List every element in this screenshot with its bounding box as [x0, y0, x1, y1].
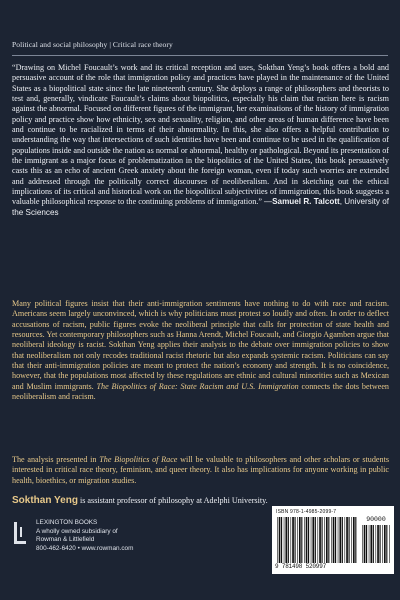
publisher-line3: Rowman & Littlefield [36, 536, 95, 544]
publisher-line2: A wholly owned subsidiary of [36, 527, 118, 535]
audience-text: The analysis presented in [12, 455, 100, 464]
barcode-bar [308, 517, 309, 563]
publisher-contact: 800-462-6420 • www.rowman.com [36, 544, 134, 552]
barcode-bar [279, 517, 281, 563]
barcode-bar [366, 525, 367, 563]
book-description [12, 299, 389, 402]
barcode-bar [351, 517, 352, 563]
review-quote [12, 63, 389, 218]
barcode-bar [369, 525, 370, 563]
barcode-bar [345, 517, 346, 563]
barcode-bars [277, 517, 357, 563]
description-text: Many political figures insist that their anti-immigration sentiments have nothing to do with race and racism. Americans seem largely unconvinced, which is why politicians must protest so loudly and often. In order to deflect accusations of racism, public figures evoke the neoliberal principle that calls for protection of state health and resources. Yet contemporary philosophers such as Hanna Arendt, Michel Foucault, and Giorgio Agamben argue that neoliberal ideology is racist. Sokthan Yeng applies their analysis to the debate over immigration policies to show that neoliberalism not only recodes traditional racist rhetoric but also expands systemic racism. Politicians can say that their anti-immigration policies are meant to protect the nation’s economy and strength. It is no coincidence, however, that the populations most affected by these regulations are ethnic and cultural minorities such as Mexican and Muslim immigrants. [12, 299, 389, 391]
author-bio [12, 495, 389, 506]
isbn-barcode [272, 506, 394, 574]
barcode-bar [312, 517, 314, 563]
publisher-name: LEXINGTON BOOKS [36, 519, 98, 526]
isbn-text: ISBN 978-1-4985-2099-7 [276, 509, 337, 515]
reviewer-name: Samuel R. Talcott [272, 197, 340, 207]
barcode-bar [362, 525, 363, 563]
barcode-bar [339, 517, 341, 563]
barcode-bar [318, 517, 319, 563]
barcode-bar [384, 525, 386, 563]
barcode-bar [288, 517, 289, 563]
barcode-bar [324, 517, 325, 563]
barcode-bar [355, 517, 356, 563]
barcode-digits: 9 781498 520997 [275, 563, 327, 570]
audience-text-end: will be valuable to philosophers and other scholars or students interested in critical race theory, feminism, and queer theory. It also has implications for anyone working in public health, bioethics, or migration studies. [12, 455, 389, 485]
barcode-bar [281, 517, 282, 563]
barcode-bar [370, 525, 372, 563]
barcode-addon-bars [362, 525, 390, 563]
barcode-bar [386, 525, 387, 563]
author-name: Sokthan Yeng [12, 495, 78, 506]
barcode-bar [297, 517, 298, 563]
author-bio-text: is assistant professor of philosophy at Adelphi University. [77, 496, 268, 505]
barcode-bar [373, 525, 374, 563]
barcode-bar [306, 517, 308, 563]
barcode-bar [284, 517, 285, 563]
publisher-info [36, 519, 133, 553]
barcode-bar [301, 517, 302, 563]
publisher-logo-icon [13, 521, 27, 545]
description-book-title: The Biopolitics of Race: State Racism and U.S. Immigration [96, 381, 299, 391]
barcode-bar [315, 517, 316, 563]
barcode-bar [304, 517, 305, 563]
barcode-bar [277, 517, 278, 563]
barcode-bar [299, 517, 301, 563]
barcode-bar [389, 525, 390, 563]
reviewer-affiliation: , University of the Sciences [12, 197, 390, 217]
category-line: Political and social philosophy | Critical race theory [12, 40, 173, 49]
review-text: “Drawing on Michel Foucault’s work and its critical reception and uses, Sokthan Yeng’s book offers a bold and persuasive account of the role that immigration policy and practices have played in the maintenance of the United States as a biopolitical state since the late nineteenth century. She deploys a range of philosophers and theorists to test and, generally, vindicate Foucault’s claims about biopolitics, especially his claim that racism here is racism against the abnormal. Focused on different figures of the immigrant, her examinations of the history of immigration policy and practice show how ethnicity, sex and sexuality, religion, and other areas of human difference have been and continue to be racialized in terms of their abnormality. In this, she also offers a helpful contribution to understanding the way that intersections of such identities have been and continue to be used in the qualification of populations inside and outside the nation as normal or abnormal, healthy or pathological. Beyond its presentation of the immigrant as a major focus of problematization in the biopolitics of the United States, this book persuasively casts this as an echo of ancient Greek anxiety about the foreign woman, even if today such worries are extended and addressed through the politically correct discourses of neoliberalism. And in sketching out the ethical implications of its critical and historical work on the biopolitical subjectivities of immigration, this book suggests a valuable philosophical response to the continuing problems of immigration.” [12, 63, 389, 207]
barcode-bar [328, 517, 329, 563]
barcode-bar [311, 517, 312, 563]
barcode-bar [326, 517, 328, 563]
barcode-bar [285, 517, 287, 563]
barcode-bar [319, 517, 321, 563]
barcode-bar [333, 517, 335, 563]
barcode-bar [349, 517, 350, 563]
barcode-bar [377, 525, 379, 563]
barcode-bar [331, 517, 332, 563]
barcode-bar [292, 517, 294, 563]
barcode-bar [291, 517, 292, 563]
barcode-bar [338, 517, 339, 563]
barcode-bar [353, 517, 355, 563]
price-code: 90000 [366, 516, 386, 523]
review-dash: — [264, 197, 273, 207]
divider-rule [12, 55, 388, 56]
barcode-bar [322, 517, 323, 563]
barcode-bar [295, 517, 296, 563]
barcode-bar [346, 517, 348, 563]
barcode-bar [335, 517, 336, 563]
barcode-bar [382, 525, 383, 563]
barcode-bar [364, 525, 366, 563]
audience-book-title: The Biopolitics of Race [99, 455, 178, 464]
barcode-bar [376, 525, 377, 563]
audience-paragraph [12, 455, 389, 486]
barcode-bar [342, 517, 343, 563]
barcode-bar [380, 525, 381, 563]
description-text-end: connects the dots between neoliberalism and racism. [12, 381, 389, 402]
